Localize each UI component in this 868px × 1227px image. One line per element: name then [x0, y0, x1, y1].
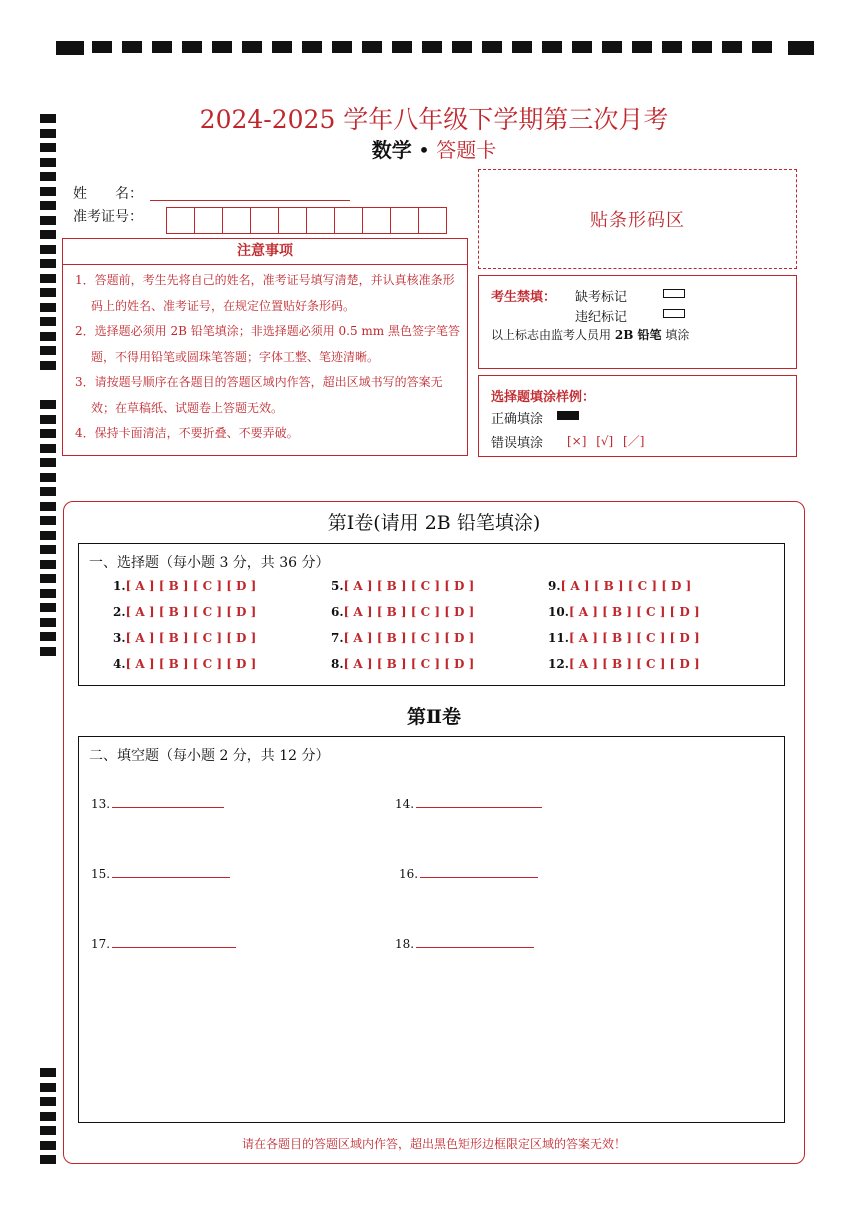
exam-id-digit-box[interactable]: [166, 207, 195, 234]
timing-mark: [56, 41, 84, 55]
mcq-question-1[interactable]: [113, 579, 256, 593]
side-timing-marks: [0, 0, 60, 1227]
timing-mark: [422, 41, 442, 53]
fill-blank-line[interactable]: [112, 798, 224, 808]
exam-id-digit-box[interactable]: [194, 207, 223, 234]
fill-blank-16: [399, 867, 538, 881]
timing-mark: [182, 41, 202, 53]
timing-mark: [212, 41, 232, 53]
mcq-options[interactable]: [ A ] [ B ] [ C ] [ D ]: [343, 631, 475, 645]
side-timing-mark: [40, 487, 56, 496]
exam-id-boxes[interactable]: [166, 207, 446, 234]
part2-title: 第Ⅱ卷: [406, 706, 461, 728]
side-timing-mark: [40, 317, 56, 326]
mcq-question-8[interactable]: [331, 657, 474, 671]
side-timing-mark: [40, 230, 56, 239]
mcq-question-10[interactable]: [548, 605, 700, 619]
side-timing-mark: [40, 574, 56, 583]
violation-mark-label: 违纪标记: [575, 310, 628, 325]
mcq-options[interactable]: [ A ] [ B ] [ C ] [ D ]: [125, 657, 257, 671]
side-timing-mark: [40, 216, 56, 225]
mcq-question-number: 11.: [548, 631, 569, 645]
side-timing-mark: [40, 618, 56, 627]
mcq-options[interactable]: [ A ] [ B ] [ C ] [ D ]: [343, 579, 475, 593]
mcq-options[interactable]: [ A ] [ B ] [ C ] [ D ]: [125, 631, 257, 645]
mcq-question-number: 4.: [113, 657, 126, 671]
mcq-question-number: 1.: [113, 579, 126, 593]
mcq-question-3[interactable]: [113, 631, 256, 645]
mcq-options[interactable]: [ A ] [ B ] [ C ] [ D ]: [343, 657, 475, 671]
side-timing-mark: [40, 647, 56, 656]
absent-mark-box[interactable]: [663, 289, 685, 298]
timing-mark: [122, 41, 142, 53]
forbidden-note: [491, 326, 689, 343]
exam-id-digit-box[interactable]: [250, 207, 279, 234]
exam-id-digit-box[interactable]: [418, 207, 447, 234]
mcq-options[interactable]: [ A ] [ B ] [ C ] [ D ]: [125, 579, 257, 593]
side-timing-mark: [40, 1126, 56, 1135]
side-timing-mark: [40, 288, 56, 297]
violation-mark-box[interactable]: [663, 309, 685, 318]
mcq-question-number: 10.: [548, 605, 569, 619]
absent-mark-label: 缺考标记: [575, 290, 628, 305]
timing-mark: [302, 41, 322, 53]
side-timing-mark: [40, 458, 56, 467]
mcq-question-12[interactable]: [548, 657, 700, 671]
answer-card-subtitle: [0, 134, 868, 163]
mcq-question-number: 12.: [548, 657, 569, 671]
fill-section: [78, 736, 785, 1123]
fill-blank-line[interactable]: [416, 938, 534, 948]
correct-fill-label: 正确填涂: [491, 412, 544, 427]
timing-mark: [452, 41, 472, 53]
notice-item-4: 4．保持卡面清洁，不要折叠、不要弄破。: [75, 426, 299, 440]
top-timing-marks: [56, 41, 814, 55]
timing-mark: [482, 41, 502, 53]
side-timing-mark: [40, 1112, 56, 1121]
side-timing-mark: [40, 332, 56, 341]
timing-mark: [92, 41, 112, 53]
mcq-options[interactable]: [ A ] [ B ] [ C ] [ D ]: [343, 605, 475, 619]
mcq-question-number: 5.: [331, 579, 344, 593]
timing-mark: [788, 41, 814, 55]
timing-mark: [692, 41, 712, 53]
side-timing-mark: [40, 589, 56, 598]
wrong-fill-examples: [×] [√] [／]: [567, 434, 645, 448]
card-label: 答题卡: [436, 138, 497, 162]
forbidden-label: 考生禁填：: [491, 290, 557, 305]
mcq-question-4[interactable]: [113, 657, 256, 671]
fill-blank-15: [91, 867, 230, 881]
exam-id-digit-box[interactable]: [278, 207, 307, 234]
mcq-section-title: 一、选择题（每小题 3 分，共 36 分）: [89, 555, 330, 571]
mcq-question-number: 3.: [113, 631, 126, 645]
side-timing-mark: [40, 201, 56, 210]
barcode-area: [478, 169, 797, 269]
mcq-question-number: 6.: [331, 605, 344, 619]
exam-id-label: 准考证号：: [73, 209, 143, 225]
fill-blank-17: [91, 937, 236, 951]
timing-mark: [632, 41, 652, 53]
notice-item-1: 1．答题前，考生先将自己的姓名，准考证号填写清楚，并认真核准条形码上的姓名、准考证号，在规定位置贴好条形码。: [75, 273, 455, 313]
mcq-question-number: 8.: [331, 657, 344, 671]
fill-blank-number: 17.: [91, 937, 111, 951]
side-timing-mark: [40, 1097, 56, 1106]
exam-id-digit-box[interactable]: [334, 207, 363, 234]
timing-mark: [542, 41, 562, 53]
barcode-label: 贴条形码区: [590, 210, 685, 231]
side-timing-mark: [40, 603, 56, 612]
side-timing-mark: [40, 545, 56, 554]
exam-id-digit-box[interactable]: [390, 207, 419, 234]
timing-mark: [662, 41, 682, 53]
footer-warning: 请在各题目的答题区域内作答，超出黑色矩形边框限定区域的答案无效！: [241, 1137, 626, 1151]
notice-item-2: 2．选择题必须用 2B 铅笔填涂；非选择题必须用 0.5 mm 黑色签字笔答题，不得用铅笔或圆珠笔答题；字体工整、笔迹清晰。: [75, 324, 461, 364]
notice-box: [62, 238, 468, 456]
fill-blank-number: 13.: [91, 797, 111, 811]
mcq-options[interactable]: [ A ] [ B ] [ C ] [ D ]: [568, 657, 700, 671]
fill-blank-number: 14.: [395, 797, 415, 811]
fill-blank-13: [91, 797, 224, 811]
exam-id-digit-box[interactable]: [306, 207, 335, 234]
side-timing-mark: [40, 245, 56, 254]
wrong-fill-label: 错误填涂: [491, 436, 544, 451]
fill-blank-number: 16.: [399, 867, 419, 881]
fill-blank-number: 18.: [395, 937, 415, 951]
fill-blank-number: 15.: [91, 867, 111, 881]
mcq-options[interactable]: [ A ] [ B ] [ C ] [ D ]: [568, 631, 700, 645]
side-timing-mark: [40, 187, 56, 196]
fill-section-title: 二、填空题（每小题 2 分，共 12 分）: [89, 748, 330, 764]
mcq-question-number: 9.: [548, 579, 561, 593]
timing-mark: [362, 41, 382, 53]
fill-blank-14: [395, 797, 542, 811]
forbidden-note-post: 填涂: [665, 328, 690, 342]
mcq-question-number: 7.: [331, 631, 344, 645]
mcq-question-7[interactable]: [331, 631, 474, 645]
mcq-question-5[interactable]: [331, 579, 474, 593]
side-timing-mark: [40, 473, 56, 482]
part1-title: 第Ⅰ卷(请用 2B 铅笔填涂): [327, 512, 541, 534]
name-field[interactable]: [150, 200, 350, 201]
timing-mark: [752, 41, 772, 53]
mcq-options[interactable]: [ A ] [ B ] [ C ] [ D ]: [560, 579, 692, 593]
side-timing-mark: [40, 303, 56, 312]
exam-id-digit-box[interactable]: [222, 207, 251, 234]
fill-blank-18: [395, 937, 534, 951]
name-label: 姓 名：: [73, 186, 143, 202]
sample-title: 选择题填涂样例：: [491, 390, 596, 405]
side-timing-mark: [40, 400, 56, 409]
fill-blank-line[interactable]: [112, 938, 236, 948]
timing-mark: [572, 41, 592, 53]
timing-mark: [512, 41, 532, 53]
exam-id-digit-box[interactable]: [362, 207, 391, 234]
mcq-question-6[interactable]: [331, 605, 474, 619]
mcq-question-number: 2.: [113, 605, 126, 619]
forbidden-note-bold: 2B 铅笔: [614, 328, 662, 342]
side-timing-mark: [40, 1068, 56, 1077]
subject-name: 数学: [371, 138, 412, 162]
side-timing-mark: [40, 361, 56, 370]
fill-sample-box: [478, 375, 797, 457]
mcq-section: [78, 543, 785, 686]
mcq-options[interactable]: [ A ] [ B ] [ C ] [ D ]: [125, 605, 257, 619]
notice-title: 注意事项: [63, 239, 467, 265]
exam-title: 2024-2025 学年八年级下学期第三次月考: [199, 105, 669, 134]
mcq-question-2[interactable]: [113, 605, 256, 619]
fill-blank-line[interactable]: [112, 868, 230, 878]
fill-blank-line[interactable]: [416, 798, 542, 808]
forbidden-box: [478, 275, 797, 369]
side-timing-mark: [40, 560, 56, 569]
side-timing-mark: [40, 1155, 56, 1164]
timing-mark: [152, 41, 172, 53]
mcq-question-9[interactable]: [548, 579, 691, 593]
timing-mark: [602, 41, 622, 53]
fill-blank-line[interactable]: [420, 868, 538, 878]
timing-mark: [272, 41, 292, 53]
correct-fill-example: [557, 411, 579, 420]
side-timing-mark: [40, 1083, 56, 1092]
side-timing-mark: [40, 172, 56, 181]
notice-item-3: 3．请按题号顺序在各题目的答题区域内作答，超出区域书写的答案无效；在草稿纸、试题卷上答题无效。: [75, 375, 443, 415]
timing-mark: [722, 41, 742, 53]
subtitle-separator: •: [418, 138, 430, 162]
side-timing-mark: [40, 429, 56, 438]
side-timing-mark: [40, 274, 56, 283]
mcq-question-11[interactable]: [548, 631, 700, 645]
timing-mark: [242, 41, 262, 53]
side-timing-mark: [40, 259, 56, 268]
timing-mark: [332, 41, 352, 53]
side-timing-mark: [40, 415, 56, 424]
side-timing-mark: [40, 444, 56, 453]
timing-mark: [392, 41, 412, 53]
forbidden-note-pre: 以上标志由监考人员用: [491, 328, 612, 342]
mcq-options[interactable]: [ A ] [ B ] [ C ] [ D ]: [568, 605, 700, 619]
side-timing-mark: [40, 632, 56, 641]
side-timing-mark: [40, 346, 56, 355]
